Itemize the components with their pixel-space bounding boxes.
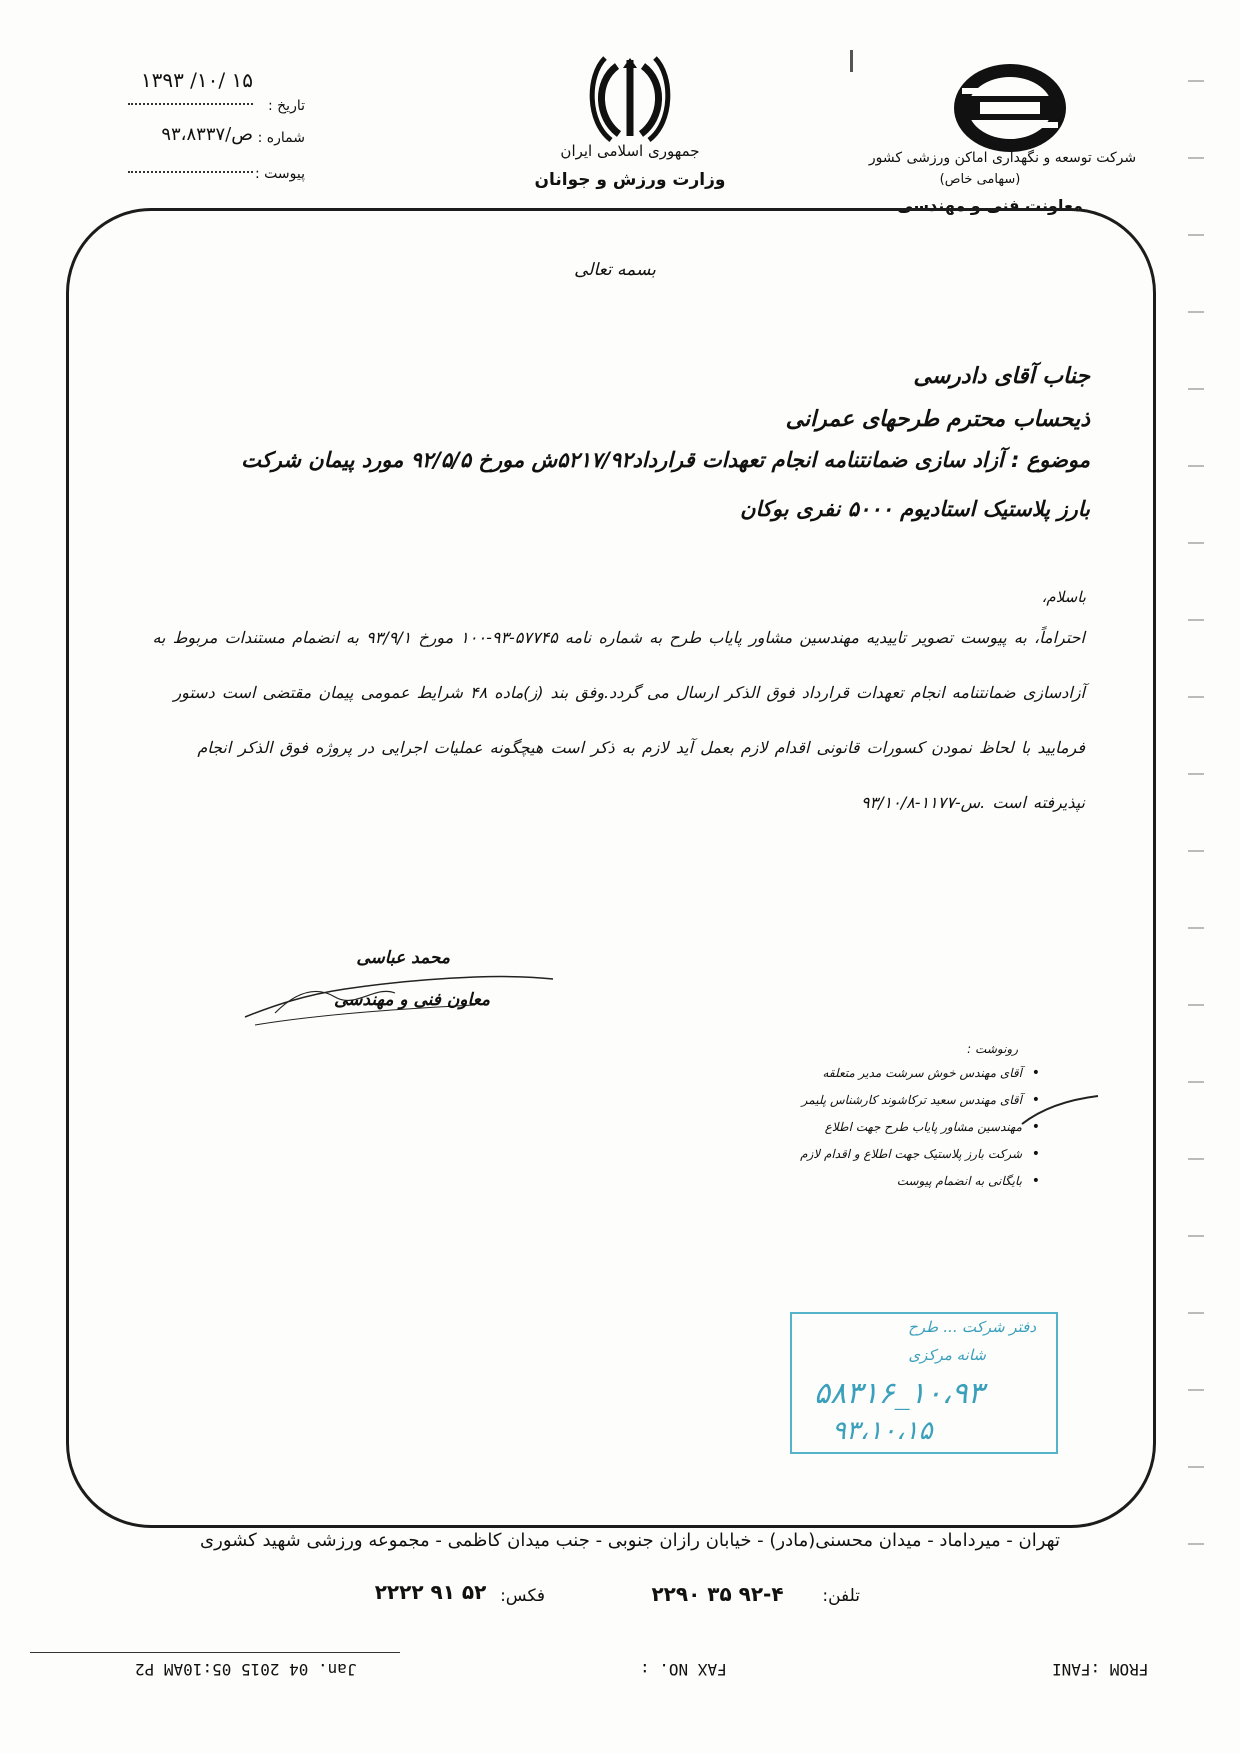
date-row [80,68,305,124]
registry-stamp [790,1312,1058,1454]
date-value: ۱۳۹۳ /۱۰/ ۱۵ [140,68,253,92]
stamp-subtitle: شانه مرکزی [908,1346,986,1364]
footer-address: تهران - میرداماد - میدان محسنی(مادر) - خیابان رازان جنوبی - جنب میدان کاظمی - مجموعه ورزشی شهید کشوری [200,1530,1060,1551]
recipient-name: جناب آقای دادرسی [913,364,1090,389]
ministry-name: وزارت ورزش و جوانان [534,170,726,190]
attachment-label: پیوست : [255,166,305,182]
fax-from: FROM :FANI [1052,1660,1149,1679]
stamp-title: دفتر شرکت ... طرح [908,1318,1036,1336]
attachment-row [80,166,305,192]
scan-mark [850,50,853,72]
fax-datetime: Jan. 04 2015 05:10AM P2 [135,1660,357,1679]
number-label: شماره : [257,130,305,146]
number-value: ۹۳،۸۳۳۷/ص [161,124,253,145]
phone-value: ۲۲۹۰ ۳۵ ۹۲-۴ [651,1582,784,1606]
fax-rule [30,1652,400,1653]
body-paragraph: احتراماً، به پیوست تصویر تاییدیه مهندسین مشاور پایاب طرح به شماره نامه ۵۷۷۴۵-۹۳-۱۰۰ مورخ ۹۳/۹/۱ به انضمام مستندات مربوط به آزادسازی ضمانتنامه انجام تعهدات قرارداد فوق الذکر ارسال می گردد.وفق بند (ز)ماده ۴۸ شرایط عمومی پیمان مقتضی است دستور فرمایید با لحاظ نمودن کسورات قانونی اقدام لازم بعمل آید لازم به ذکر است هیچگونه عملیات اجرایی در پروژه فوق الذکر انجام نپذیرفته است .س-۱۱۷۷-۹۳/۱۰/۸ [152,628,1085,812]
handwritten-check-icon [1020,1092,1100,1132]
fax-value: ۲۲۲۲ ۹۱ ۵۲ [374,1580,487,1604]
list-item: • شرکت بارز پلاستیک جهت اطلاع و اقدام لازم [720,1141,1040,1168]
signer-name: محمد عباسی [356,948,450,968]
date-dots [128,103,253,105]
number-row [80,124,305,156]
fax-label: فکس: [500,1586,545,1606]
cc-list [720,1060,1040,1195]
attachment-dots [128,171,253,173]
company-type: (سهامی خاص) [939,172,1021,187]
stamp-number: ۱۰،۹۳_۵۸۳۱۶ [814,1376,984,1411]
cc-title: رونوشت : [967,1042,1018,1056]
list-item: • مهندسین مشاور پایاب طرح جهت اطلاع [720,1114,1040,1141]
subject-line-2: بارز پلاستیک استادیوم ۵۰۰۰ نفری بوکان [740,497,1090,521]
greeting: باسلام، [1041,588,1086,606]
list-item: • بایگانی به انضمام پیوست [720,1168,1040,1195]
subject-line: موضوع : آزاد سازی ضمانتنامه انجام تعهدات قرارداد۵۲۱۷/۹۲ش مورخ ۹۲/۵/۵ مورد پیمان شرکت [241,448,1090,472]
iran-emblem-icon [585,52,675,144]
fax-number: FAX NO. : [640,1660,727,1679]
company-name: شرکت توسعه و نگهداری اماکن ورزشی کشور [868,150,1137,166]
recipient-title: ذیحساب محترم طرحهای عمرانی [785,407,1090,432]
list-item: • آقای مهندس خوش سرشت مدیر متعلقه [720,1060,1040,1087]
company-department: معاونت فنی و مهندسی [897,196,1083,215]
scan-edge-ticks [1188,80,1208,1740]
basmala: بسمه تعالی [574,260,656,280]
stamp-date: ۹۳،۱۰،۱۵ [832,1416,933,1446]
company-logo [950,58,1070,158]
government-name: جمهوری اسلامی ایران [560,142,700,160]
signer-title: معاون فنی و مهندسی [334,990,490,1010]
date-label: تاریخ : [267,98,305,114]
list-item: • آقای مهندس سعید ترکاشوند کارشناس پلیمر [720,1087,1040,1114]
phone-label: تلفن: [822,1586,860,1606]
